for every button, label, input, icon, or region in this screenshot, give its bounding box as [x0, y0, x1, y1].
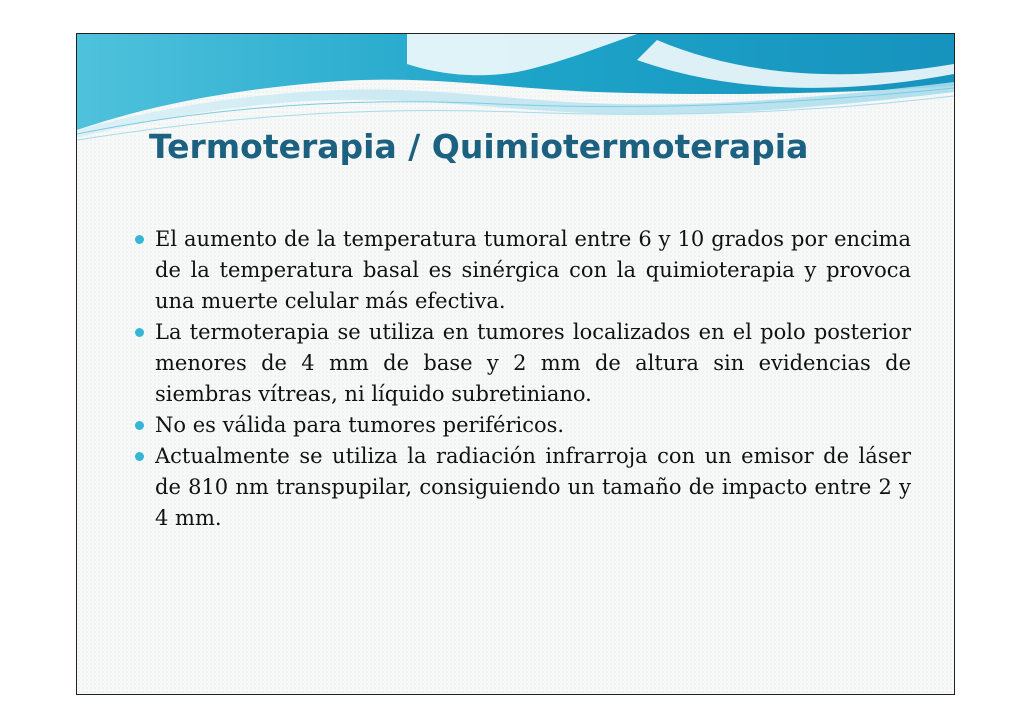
- bullet-text: El aumento de la temperatura tumoral entre 6 y 10 grados por encima de la temperatura basal es sinérgica con la quimioterapia y provoca una muerte celular más efectiva.: [155, 227, 911, 313]
- slide-title: Termoterapia / Quimiotermoterapia: [149, 127, 809, 166]
- bullet-text: Actualmente se utiliza la radiación infrarroja con un emisor de láser de 810 nm transpupilar, consiguiendo un tamaño de impacto entre 2 y 4 mm.: [155, 444, 911, 530]
- bullet-icon: [135, 235, 144, 244]
- bullet-text: No es válida para tumores periféricos.: [155, 413, 565, 437]
- bullet-icon: [135, 452, 144, 461]
- bullet-item: [135, 317, 911, 410]
- bullet-item: [135, 224, 911, 317]
- slide: [76, 33, 955, 695]
- bullet-item: [135, 410, 911, 441]
- bullet-list: [135, 224, 911, 534]
- bullet-icon: [135, 328, 144, 337]
- bullet-item: [135, 441, 911, 534]
- bullet-text: La termoterapia se utiliza en tumores localizados en el polo posterior menores de 4 mm de base y 2 mm de altura sin evidencias de siembras vítreas, ni líquido subretiniano.: [155, 320, 911, 406]
- bullet-icon: [135, 421, 144, 430]
